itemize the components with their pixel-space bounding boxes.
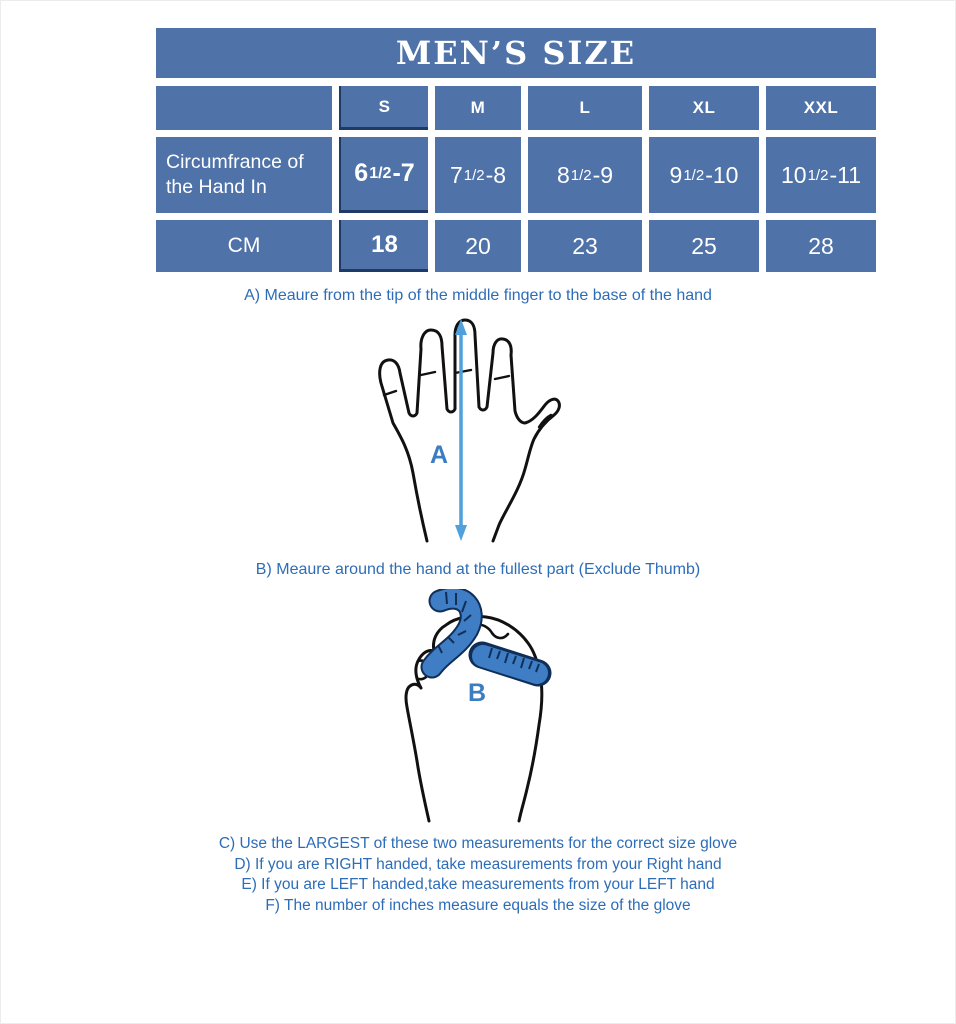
inch-value: 10	[781, 161, 807, 188]
instruction-line-d: D) If you are RIGHT handed, take measurements from your Right hand	[234, 855, 722, 873]
inch-cell-xxl	[766, 137, 876, 213]
fraction: 1/2	[570, 166, 592, 184]
inch-value: 6	[354, 159, 369, 187]
figure-a-label: A	[429, 441, 449, 469]
fraction: 1/2	[683, 166, 705, 184]
instruction-line-c: C) Use the LARGEST of these two measurements for the correct size glove	[218, 835, 738, 852]
cm-cell-xl: 25	[649, 220, 759, 272]
open-hand-outline	[380, 320, 560, 541]
hand-length-illustration	[359, 311, 601, 547]
inch-value: -10	[705, 161, 739, 188]
instruction-line-b: B) Meaure around the hand at the fullest part (Exclude Thumb)	[255, 561, 701, 578]
cm-cell-s: 18	[339, 220, 428, 272]
hand-circumference-illustration	[394, 589, 588, 829]
inch-value: -9	[592, 161, 614, 188]
inch-cell-xl	[649, 137, 759, 213]
inch-value: -7	[392, 159, 415, 187]
header-cell-s: S	[339, 86, 428, 130]
table-title: MEN’S SIZE	[156, 28, 876, 78]
fraction: 1/2	[463, 166, 485, 184]
cm-cell-m: 20	[435, 220, 521, 272]
inch-row-label: Circumfrance of the Hand In	[156, 137, 332, 213]
inch-value: 7	[449, 161, 463, 188]
size-grid	[156, 86, 876, 272]
cm-row-label: CM	[156, 220, 332, 272]
instruction-block	[1, 834, 955, 916]
inch-value: 9	[669, 161, 683, 188]
instruction-line-f: F) The number of inches measure equals the size of the glove	[265, 896, 691, 914]
header-cell-m: M	[435, 86, 521, 130]
inch-cell-m	[435, 137, 521, 213]
inch-value: -11	[829, 161, 861, 188]
header-cell-empty	[156, 86, 332, 130]
inch-cell-s	[339, 137, 428, 213]
figure-b-label: B	[467, 679, 487, 707]
fraction: 1/2	[369, 164, 392, 182]
cm-cell-xxl: 28	[766, 220, 876, 272]
header-cell-xl: XL	[649, 86, 759, 130]
instruction-line-a: A) Meaure from the tip of the middle finger to the base of the hand	[244, 287, 712, 304]
cm-cell-l: 23	[528, 220, 642, 272]
inch-cell-l	[528, 137, 642, 213]
fraction: 1/2	[807, 166, 829, 184]
instruction-line-e: E) If you are LEFT handed,take measurements from your LEFT hand	[241, 876, 715, 893]
header-cell-xxl: XXL	[766, 86, 876, 130]
mens-size-table	[156, 28, 876, 272]
header-cell-l: L	[528, 86, 642, 130]
inch-value: -8	[485, 161, 507, 188]
inch-value: 8	[556, 161, 570, 188]
